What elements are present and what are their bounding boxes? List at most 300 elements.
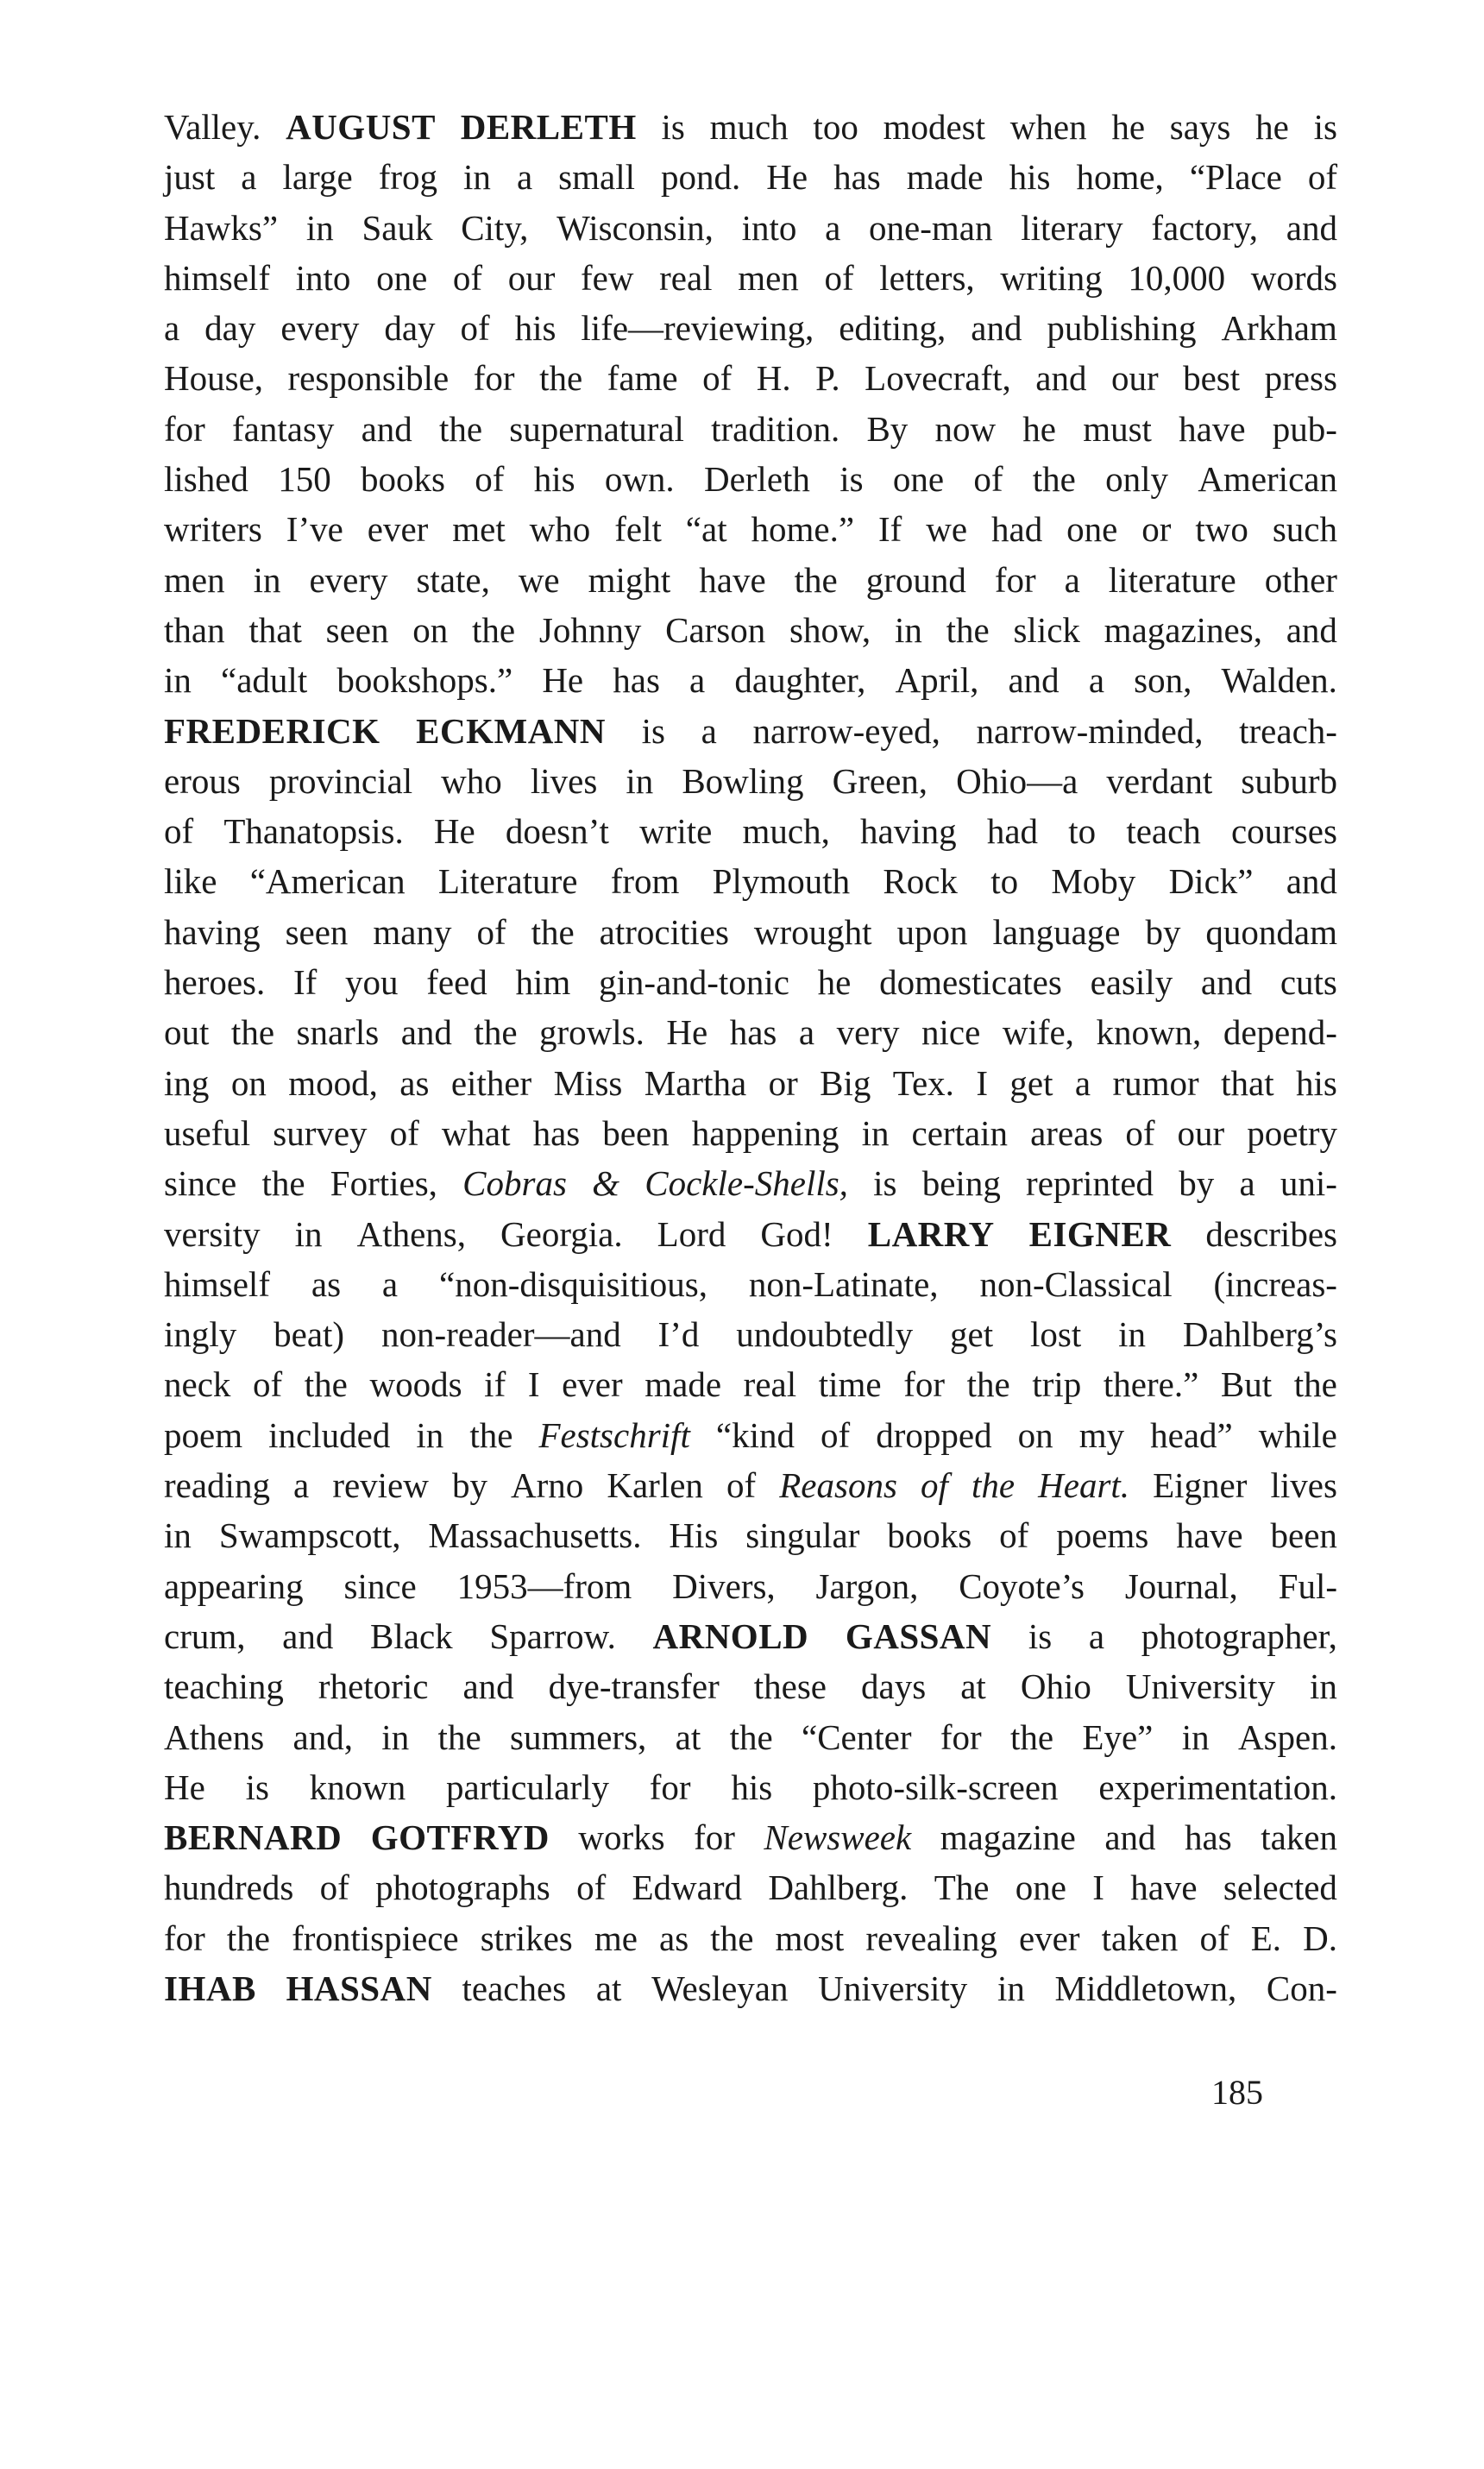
word: a [1088, 1616, 1105, 1656]
word: survey [273, 1112, 368, 1153]
text-line [164, 1862, 1337, 1912]
word: particularly [446, 1767, 609, 1807]
word: is [661, 107, 685, 147]
word: from [610, 861, 680, 902]
word: and [1104, 1817, 1156, 1858]
text-line [164, 806, 1337, 856]
word: to [990, 861, 1019, 902]
word: God! [760, 1213, 833, 1254]
word: words [1250, 257, 1337, 298]
text-line [164, 203, 1337, 253]
word: a [164, 308, 180, 349]
word: By [866, 408, 909, 449]
word: poetry [1247, 1112, 1337, 1153]
text-line [164, 1309, 1337, 1359]
word: and [462, 1666, 514, 1707]
word: Big [820, 1062, 871, 1103]
contributor-name: LARRY [867, 1213, 995, 1254]
word: a [1074, 1062, 1091, 1103]
text-line [164, 1712, 1337, 1762]
text-line [164, 1259, 1337, 1309]
word: and [1286, 609, 1337, 650]
word: narrow-minded, [976, 710, 1204, 751]
word: there.” [1103, 1364, 1199, 1405]
word: ever [367, 509, 429, 550]
word: out [164, 1012, 210, 1053]
word: in [1181, 1716, 1210, 1757]
word: in [294, 1213, 323, 1254]
contributor-name: AUGUST [286, 107, 436, 147]
word: like [164, 861, 217, 902]
word: his [533, 459, 575, 500]
word: Green, [832, 760, 928, 801]
word: and [361, 408, 412, 449]
word: having [164, 911, 261, 952]
text-line [164, 1913, 1337, 1963]
word: Dick” [1168, 861, 1254, 902]
word: a [825, 207, 841, 248]
word: while [1258, 1414, 1337, 1455]
word: University [818, 1968, 968, 2008]
word: slick [1013, 609, 1080, 650]
word: H. [756, 358, 791, 399]
word: ever [1018, 1918, 1080, 1958]
word: letters, [879, 257, 975, 298]
word: wife, [1002, 1012, 1074, 1053]
word: since [343, 1565, 417, 1606]
word: wrought [753, 911, 872, 952]
word: and [400, 1012, 452, 1053]
word: ground [865, 559, 966, 600]
word: one [376, 257, 428, 298]
word: dye-transfer [548, 1666, 720, 1707]
word: and, [292, 1716, 353, 1757]
word: Eye” [1082, 1716, 1154, 1757]
word: he [1255, 107, 1289, 147]
word: certain [911, 1112, 1009, 1153]
word: poem [164, 1414, 243, 1455]
word: in [894, 609, 922, 650]
word: a [1088, 660, 1105, 701]
word: in [861, 1112, 890, 1153]
word: lished [164, 459, 248, 500]
word: has [729, 1012, 777, 1053]
word: says [1169, 107, 1231, 147]
word: reading [164, 1465, 270, 1506]
word: domesticates [879, 962, 1062, 1003]
word: I’ve [286, 509, 343, 550]
word: and [1286, 861, 1337, 902]
word: the [531, 911, 575, 952]
italic-title: of [920, 1465, 948, 1506]
word: pond. [661, 157, 741, 198]
word: strikes [480, 1918, 573, 1958]
word: a [293, 1465, 310, 1506]
word: treach- [1239, 710, 1337, 751]
word: included [268, 1414, 391, 1455]
word: of [999, 1515, 1029, 1556]
word: Athens [164, 1716, 265, 1757]
word: Coyote’s [959, 1565, 1085, 1606]
word: now [934, 408, 997, 449]
word: narrow-eyed, [752, 710, 940, 751]
italic-title: Festschrift [538, 1414, 690, 1455]
word: mood, [288, 1062, 378, 1103]
word: seen [285, 911, 349, 952]
contributor-name: GOTFRYD [370, 1817, 550, 1858]
text-line [164, 1108, 1337, 1158]
body-text [164, 102, 1337, 2013]
contributor-name: FREDERICK [164, 710, 380, 751]
word: have [699, 559, 766, 600]
word: review [332, 1465, 429, 1506]
word: Swampscott, [218, 1515, 401, 1556]
word: who [441, 760, 502, 801]
word: works [578, 1817, 665, 1858]
word: non-reader—and [380, 1314, 621, 1355]
word: for [940, 1716, 982, 1757]
word: of [576, 1867, 607, 1908]
word: teach [1126, 811, 1201, 852]
word: of [319, 1867, 349, 1908]
word: these [753, 1666, 827, 1707]
word: of [1199, 1918, 1229, 1958]
word: the [226, 1918, 270, 1958]
word: for [994, 559, 1036, 600]
word: has [613, 660, 660, 701]
word: poems [1056, 1515, 1149, 1556]
word: have [1179, 408, 1246, 449]
word: life—reviewing, [581, 308, 814, 349]
text-line [164, 404, 1337, 454]
word: ever [562, 1364, 623, 1405]
word: me [594, 1918, 638, 1958]
word: daughter, [734, 660, 866, 701]
text-line [164, 1460, 1337, 1510]
word: his [731, 1767, 773, 1807]
word: Jargon, [815, 1565, 919, 1606]
word: into [741, 207, 797, 248]
word: men [164, 559, 225, 600]
word: Sauk [362, 207, 433, 248]
word: write [639, 811, 713, 852]
word: “Place [1189, 157, 1282, 198]
italic-title: Reasons [779, 1465, 897, 1506]
italic-title: Newsweek [764, 1817, 912, 1858]
word: teaching [164, 1666, 284, 1707]
word: or [1141, 509, 1172, 550]
word: University [1125, 1666, 1275, 1707]
word: courses [1230, 811, 1337, 852]
word: on [1017, 1414, 1053, 1455]
word: lives [1270, 1465, 1337, 1506]
word: and [971, 308, 1022, 349]
word: magazine [940, 1817, 1076, 1858]
word: we [926, 509, 968, 550]
word: 150 [278, 459, 331, 500]
word: is [839, 459, 864, 500]
word: doesn’t [505, 811, 609, 852]
word: being [921, 1163, 1001, 1204]
word: D. [1303, 1918, 1337, 1958]
word: as [659, 1918, 689, 1958]
word: of [1307, 157, 1337, 198]
word: might [588, 559, 671, 600]
word: a [689, 660, 706, 701]
word: upon [896, 911, 968, 952]
text-line [164, 353, 1337, 403]
word: the [438, 408, 483, 449]
word: is [245, 1767, 269, 1807]
word: But [1220, 1364, 1273, 1405]
word: state, [416, 559, 490, 600]
word: that [1221, 1062, 1274, 1103]
word: Edward [632, 1867, 743, 1908]
word: had [991, 509, 1043, 550]
word: He [433, 811, 475, 852]
word: “Center [802, 1716, 912, 1757]
word: Lovecraft, [865, 358, 1011, 399]
word: modest [883, 107, 986, 147]
word: useful [164, 1112, 251, 1153]
word: beat) [274, 1314, 345, 1355]
word: in [164, 660, 192, 701]
word: made [906, 157, 984, 198]
word: neck [164, 1364, 231, 1405]
word: get [1009, 1062, 1053, 1103]
word: Journal, [1124, 1565, 1238, 1606]
word: a [701, 710, 717, 751]
word: rhetoric [318, 1666, 429, 1707]
word: fantasy [232, 408, 335, 449]
word: Lord [657, 1213, 726, 1254]
word: Valley. [164, 107, 261, 147]
word: woods [369, 1364, 462, 1405]
word: his [1009, 157, 1051, 198]
word: of [1125, 1112, 1155, 1153]
contributor-name: GASSAN [845, 1616, 992, 1656]
word: home.” [751, 509, 855, 550]
word: Thanatopsis. [223, 811, 404, 852]
word: having [860, 811, 957, 852]
word: Forties, [330, 1163, 437, 1204]
word: Dahlberg’s [1182, 1314, 1337, 1355]
word: what [441, 1112, 511, 1153]
word: most [775, 1918, 845, 1958]
word: than [164, 609, 225, 650]
word: lost [1029, 1314, 1082, 1355]
word: many [373, 911, 452, 952]
word: Rock [883, 861, 958, 902]
word: depend- [1223, 1012, 1337, 1053]
word: Miss [553, 1062, 623, 1103]
word: to [1068, 811, 1097, 852]
text-line [164, 1359, 1337, 1409]
word: for [649, 1767, 691, 1807]
word: a [381, 1263, 399, 1304]
word: a [1239, 1163, 1255, 1204]
word: a [516, 157, 533, 198]
word: summers, [509, 1716, 647, 1757]
text-line [164, 1007, 1337, 1057]
word: Arkham [1221, 308, 1337, 349]
word: suburb [1241, 760, 1337, 801]
word: Arno [511, 1465, 584, 1506]
word: selected [1223, 1867, 1337, 1908]
contributor-name: BERNARD [164, 1817, 343, 1858]
word: much, [742, 811, 830, 852]
word: who [529, 509, 591, 550]
word: in [305, 207, 334, 248]
word: bookshops.” [336, 660, 513, 701]
word: of [460, 308, 490, 349]
word: known, [1096, 1012, 1202, 1053]
word: real [743, 1364, 797, 1405]
word: undoubtedly [736, 1314, 914, 1355]
word: Carson [665, 609, 766, 650]
word: I [976, 1062, 988, 1103]
word: his [1296, 1062, 1337, 1103]
word: he [817, 962, 852, 1003]
word: for [473, 358, 515, 399]
word: ing [164, 1062, 210, 1103]
word: He [542, 660, 584, 701]
word: frontispiece [292, 1918, 459, 1958]
word: Ohio [1020, 1666, 1091, 1707]
word: Con- [1266, 1968, 1337, 2008]
word: that [248, 609, 302, 650]
word: our [507, 257, 556, 298]
text-line [164, 1158, 1337, 1208]
word: have [1130, 1867, 1198, 1908]
word: taken [1261, 1817, 1337, 1858]
word: felt [614, 509, 662, 550]
text-line [164, 907, 1337, 957]
word: P. [815, 358, 840, 399]
word: real [659, 257, 713, 298]
word: the [966, 1364, 1010, 1405]
word: when [1009, 107, 1087, 147]
word: Black [370, 1616, 453, 1656]
word: in [463, 157, 491, 198]
word: his [514, 308, 556, 349]
word: Walden. [1221, 660, 1337, 701]
text-line [164, 504, 1337, 554]
word: he [1111, 107, 1146, 147]
word: the [474, 1012, 518, 1053]
word: either [450, 1062, 532, 1103]
word: of [475, 459, 505, 500]
word: only [1105, 459, 1169, 500]
word: pub- [1272, 408, 1337, 449]
word: in [416, 1414, 444, 1455]
word: is [873, 1163, 897, 1204]
word: quondam [1205, 911, 1337, 952]
word: nice [921, 1012, 981, 1053]
word: been [1270, 1515, 1337, 1556]
word: we [518, 559, 560, 600]
word: Moby [1051, 861, 1136, 902]
word: Ful- [1278, 1565, 1337, 1606]
word: the [230, 1012, 275, 1053]
word: He [164, 1767, 205, 1807]
word: for [903, 1364, 946, 1405]
italic-title: Cockle-Shells, [645, 1163, 848, 1204]
word: show, [789, 609, 871, 650]
word: other [1264, 559, 1337, 600]
word: reprinted [1026, 1163, 1154, 1204]
word: the [469, 1414, 513, 1455]
word: Athens, [356, 1213, 466, 1254]
word: of [973, 459, 1003, 500]
word: hundreds [164, 1867, 294, 1908]
word: photographs [375, 1867, 550, 1908]
word: head” [1150, 1414, 1233, 1455]
word: editing, [839, 308, 946, 349]
word: I [1092, 1867, 1104, 1908]
word: American [1198, 459, 1337, 500]
word: at [960, 1666, 986, 1707]
word: son, [1134, 660, 1192, 701]
word: best [1183, 358, 1241, 399]
word: one-man [869, 207, 993, 248]
word: Johnny [538, 609, 642, 650]
word: for [164, 408, 205, 449]
text-line [164, 856, 1337, 906]
contributor-name: EIGNER [1028, 1213, 1172, 1254]
word: provincial [268, 760, 413, 801]
word: for [694, 1817, 735, 1858]
word: in [1118, 1314, 1146, 1355]
word: tradition. [711, 408, 840, 449]
word: of [164, 811, 194, 852]
word: language [992, 911, 1121, 952]
word: he [1022, 408, 1056, 449]
word: every [280, 308, 360, 349]
word: you [345, 962, 399, 1003]
word: His [669, 1515, 719, 1556]
word: April, [895, 660, 979, 701]
word: of [253, 1364, 283, 1405]
word: versity [164, 1213, 261, 1254]
text-line [164, 1209, 1337, 1259]
word: in [253, 559, 281, 600]
word: own. [604, 459, 675, 500]
word: feed [426, 962, 487, 1003]
word: Dahlberg. [768, 1867, 909, 1908]
word: fame [607, 358, 678, 399]
word: Plymouth [712, 861, 851, 902]
word: a [241, 157, 257, 198]
word: Bowling [682, 760, 804, 801]
word: every [309, 559, 388, 600]
word: singular [745, 1515, 860, 1556]
word: literature [1108, 559, 1236, 600]
word: since [164, 1163, 237, 1204]
word: Literature [437, 861, 578, 902]
word: as [311, 1263, 342, 1304]
word: of [476, 911, 506, 952]
word: at [675, 1716, 701, 1757]
word: and [1035, 358, 1087, 399]
word: small [558, 157, 635, 198]
word: our [1110, 358, 1159, 399]
word: supernatural [509, 408, 684, 449]
word: non-Latinate, [748, 1263, 939, 1304]
word: growls. [539, 1012, 645, 1053]
word: in [381, 1716, 410, 1757]
text-line [164, 756, 1337, 806]
